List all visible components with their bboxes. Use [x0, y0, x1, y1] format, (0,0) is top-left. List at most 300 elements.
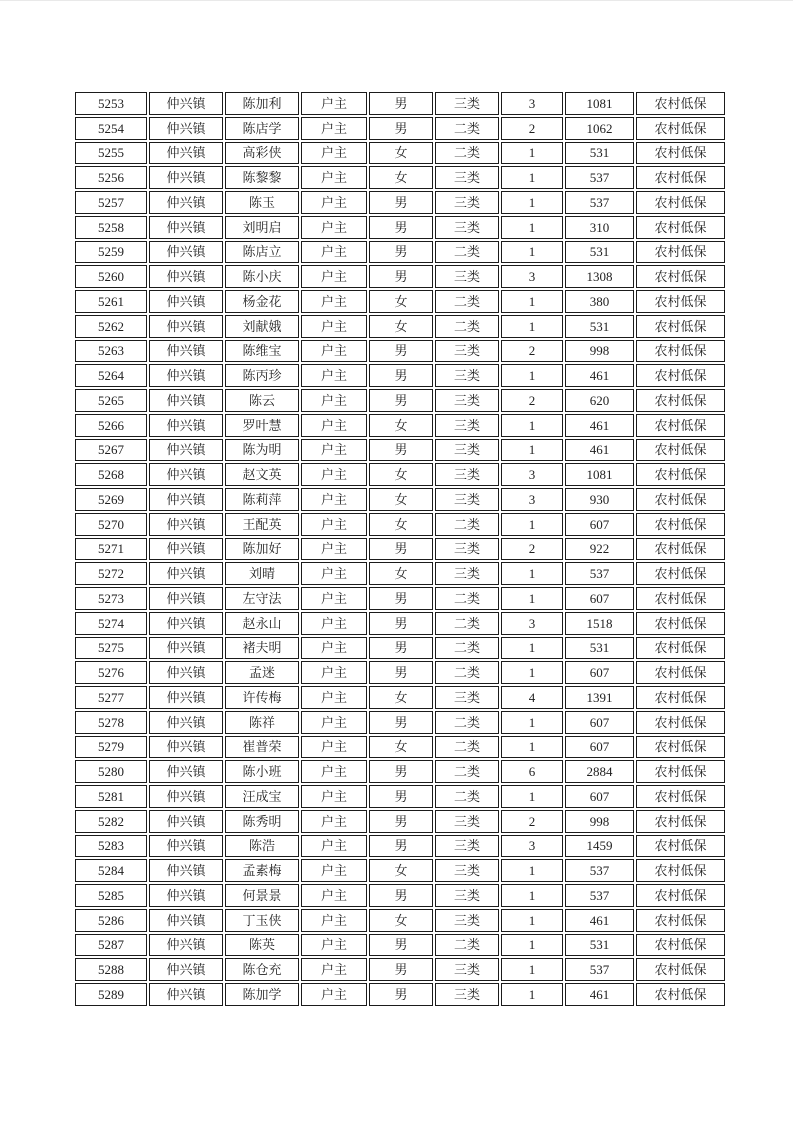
- table-cell-name: 刘明启: [225, 216, 299, 239]
- table-cell-name: 许传梅: [225, 686, 299, 709]
- table-cell-program: 农村低保: [636, 241, 725, 264]
- table-cell-amount: 607: [565, 785, 634, 808]
- table-cell-amount: 607: [565, 513, 634, 536]
- table-cell-relation: 户主: [301, 216, 367, 239]
- table-cell-id: 5262: [75, 315, 147, 338]
- table-cell-category: 三类: [435, 414, 499, 437]
- table-cell-town: 仲兴镇: [149, 760, 223, 783]
- table-cell-category: 二类: [435, 241, 499, 264]
- table-cell-category: 三类: [435, 364, 499, 387]
- table-cell-program: 农村低保: [636, 760, 725, 783]
- table-cell-category: 二类: [435, 711, 499, 734]
- table-cell-category: 三类: [435, 686, 499, 709]
- table-cell-category: 三类: [435, 340, 499, 363]
- table-cell-gender: 男: [369, 241, 433, 264]
- table-cell-count: 1: [501, 661, 563, 684]
- table-cell-gender: 女: [369, 736, 433, 759]
- table-cell-name: 陈店立: [225, 241, 299, 264]
- table-cell-amount: 537: [565, 958, 634, 981]
- table-cell-program: 农村低保: [636, 835, 725, 858]
- table-cell-relation: 户主: [301, 859, 367, 882]
- table-cell-id: 5254: [75, 117, 147, 140]
- table-cell-town: 仲兴镇: [149, 513, 223, 536]
- table-cell-program: 农村低保: [636, 562, 725, 585]
- table-cell-count: 2: [501, 117, 563, 140]
- table-cell-town: 仲兴镇: [149, 562, 223, 585]
- table-cell-gender: 女: [369, 142, 433, 165]
- table-cell-amount: 310: [565, 216, 634, 239]
- table-cell-relation: 户主: [301, 760, 367, 783]
- table-cell-gender: 男: [369, 439, 433, 462]
- table-cell-town: 仲兴镇: [149, 785, 223, 808]
- table-cell-category: 三类: [435, 92, 499, 115]
- table-cell-town: 仲兴镇: [149, 439, 223, 462]
- table-cell-gender: 男: [369, 587, 433, 610]
- table-cell-town: 仲兴镇: [149, 587, 223, 610]
- table-cell-count: 1: [501, 958, 563, 981]
- table-cell-amount: 922: [565, 538, 634, 561]
- table-cell-count: 1: [501, 364, 563, 387]
- table-cell-gender: 男: [369, 934, 433, 957]
- table-cell-town: 仲兴镇: [149, 934, 223, 957]
- table-cell-name: 汪成宝: [225, 785, 299, 808]
- table-row: [75, 909, 725, 932]
- table-row: [75, 859, 725, 882]
- table-cell-count: 1: [501, 142, 563, 165]
- table-cell-count: 3: [501, 463, 563, 486]
- table-cell-id: 5257: [75, 191, 147, 214]
- table-cell-category: 二类: [435, 513, 499, 536]
- table-cell-name: 孟素梅: [225, 859, 299, 882]
- table-cell-relation: 户主: [301, 488, 367, 511]
- table-cell-count: 3: [501, 835, 563, 858]
- table-row: [75, 142, 725, 165]
- table-cell-relation: 户主: [301, 612, 367, 635]
- table-cell-id: 5271: [75, 538, 147, 561]
- table-cell-amount: 607: [565, 587, 634, 610]
- table-cell-category: 三类: [435, 562, 499, 585]
- table-cell-relation: 户主: [301, 661, 367, 684]
- table-cell-count: 1: [501, 983, 563, 1006]
- table-cell-program: 农村低保: [636, 414, 725, 437]
- table-cell-name: 陈祥: [225, 711, 299, 734]
- table-cell-amount: 537: [565, 884, 634, 907]
- table-cell-count: 1: [501, 290, 563, 313]
- table-cell-count: 1: [501, 241, 563, 264]
- table-row: [75, 686, 725, 709]
- table-cell-gender: 男: [369, 661, 433, 684]
- table-cell-name: 陈秀明: [225, 810, 299, 833]
- table-cell-program: 农村低保: [636, 142, 725, 165]
- table-cell-id: 5287: [75, 934, 147, 957]
- table-cell-program: 农村低保: [636, 612, 725, 635]
- table-cell-relation: 户主: [301, 785, 367, 808]
- table-cell-relation: 户主: [301, 439, 367, 462]
- table-cell-gender: 男: [369, 958, 433, 981]
- table-cell-category: 二类: [435, 637, 499, 660]
- table-cell-town: 仲兴镇: [149, 389, 223, 412]
- table-cell-count: 1: [501, 859, 563, 882]
- page-top-edge: [0, 0, 793, 1]
- table-cell-relation: 户主: [301, 909, 367, 932]
- table-cell-id: 5284: [75, 859, 147, 882]
- table-cell-id: 5288: [75, 958, 147, 981]
- table-cell-relation: 户主: [301, 290, 367, 313]
- table-cell-category: 二类: [435, 785, 499, 808]
- table-cell-category: 二类: [435, 142, 499, 165]
- table-cell-name: 褚夫明: [225, 637, 299, 660]
- table-cell-category: 三类: [435, 389, 499, 412]
- table-cell-amount: 1308: [565, 265, 634, 288]
- table-cell-amount: 537: [565, 191, 634, 214]
- table-row: [75, 414, 725, 437]
- table-cell-gender: 男: [369, 117, 433, 140]
- table-cell-count: 1: [501, 439, 563, 462]
- table-cell-count: 6: [501, 760, 563, 783]
- table-cell-gender: 男: [369, 612, 433, 635]
- table-cell-amount: 1081: [565, 92, 634, 115]
- table-row: [75, 587, 725, 610]
- table-cell-name: 陈小庆: [225, 265, 299, 288]
- table-cell-gender: 女: [369, 166, 433, 189]
- table-cell-town: 仲兴镇: [149, 810, 223, 833]
- table-cell-gender: 男: [369, 760, 433, 783]
- table-cell-gender: 女: [369, 290, 433, 313]
- table-cell-category: 三类: [435, 538, 499, 561]
- table-cell-relation: 户主: [301, 414, 367, 437]
- table-cell-program: 农村低保: [636, 488, 725, 511]
- table-cell-program: 农村低保: [636, 686, 725, 709]
- table-row: [75, 760, 725, 783]
- table-row: [75, 785, 725, 808]
- table-row: [75, 166, 725, 189]
- table-row: [75, 488, 725, 511]
- table-cell-count: 4: [501, 686, 563, 709]
- table-cell-id: 5261: [75, 290, 147, 313]
- table-cell-town: 仲兴镇: [149, 117, 223, 140]
- table-cell-name: 左守法: [225, 587, 299, 610]
- table-cell-program: 农村低保: [636, 340, 725, 363]
- table-row: [75, 983, 725, 1006]
- table-row: [75, 513, 725, 536]
- table-cell-id: 5266: [75, 414, 147, 437]
- table-cell-relation: 户主: [301, 191, 367, 214]
- table-cell-id: 5285: [75, 884, 147, 907]
- table-cell-town: 仲兴镇: [149, 488, 223, 511]
- table-cell-gender: 男: [369, 191, 433, 214]
- table-cell-town: 仲兴镇: [149, 983, 223, 1006]
- table-cell-town: 仲兴镇: [149, 736, 223, 759]
- table-cell-id: 5264: [75, 364, 147, 387]
- table-cell-town: 仲兴镇: [149, 538, 223, 561]
- table-cell-gender: 男: [369, 389, 433, 412]
- table-cell-relation: 户主: [301, 265, 367, 288]
- table-cell-relation: 户主: [301, 340, 367, 363]
- table-cell-gender: 男: [369, 983, 433, 1006]
- table-cell-id: 5270: [75, 513, 147, 536]
- table-cell-amount: 461: [565, 364, 634, 387]
- table-cell-id: 5255: [75, 142, 147, 165]
- table-cell-gender: 男: [369, 364, 433, 387]
- table-cell-program: 农村低保: [636, 661, 725, 684]
- table-cell-count: 1: [501, 736, 563, 759]
- table-cell-gender: 男: [369, 538, 433, 561]
- table-cell-town: 仲兴镇: [149, 92, 223, 115]
- table-row: [75, 538, 725, 561]
- table-cell-program: 农村低保: [636, 958, 725, 981]
- table-cell-program: 农村低保: [636, 587, 725, 610]
- table-row: [75, 934, 725, 957]
- table-cell-category: 三类: [435, 909, 499, 932]
- table-cell-id: 5253: [75, 92, 147, 115]
- table-cell-category: 二类: [435, 587, 499, 610]
- table-cell-name: 罗叶慧: [225, 414, 299, 437]
- table-cell-count: 2: [501, 340, 563, 363]
- table-cell-amount: 998: [565, 340, 634, 363]
- table-cell-count: 1: [501, 315, 563, 338]
- table-cell-amount: 537: [565, 859, 634, 882]
- table-cell-amount: 607: [565, 661, 634, 684]
- table-cell-category: 三类: [435, 859, 499, 882]
- table-cell-id: 5289: [75, 983, 147, 1006]
- table-cell-town: 仲兴镇: [149, 290, 223, 313]
- table-row: [75, 463, 725, 486]
- table-cell-town: 仲兴镇: [149, 661, 223, 684]
- table-cell-town: 仲兴镇: [149, 340, 223, 363]
- table-cell-category: 三类: [435, 166, 499, 189]
- table-cell-gender: 女: [369, 859, 433, 882]
- table-cell-relation: 户主: [301, 983, 367, 1006]
- welfare-table: [73, 90, 727, 1008]
- table-cell-program: 农村低保: [636, 117, 725, 140]
- table-cell-town: 仲兴镇: [149, 414, 223, 437]
- table-cell-gender: 女: [369, 513, 433, 536]
- table-cell-name: 陈玉: [225, 191, 299, 214]
- table-cell-relation: 户主: [301, 637, 367, 660]
- table-cell-id: 5278: [75, 711, 147, 734]
- table-cell-name: 陈加利: [225, 92, 299, 115]
- table-cell-name: 陈云: [225, 389, 299, 412]
- table-cell-id: 5268: [75, 463, 147, 486]
- table-cell-amount: 1062: [565, 117, 634, 140]
- table-cell-amount: 531: [565, 241, 634, 264]
- table-cell-town: 仲兴镇: [149, 241, 223, 264]
- table-cell-amount: 461: [565, 983, 634, 1006]
- table-cell-program: 农村低保: [636, 637, 725, 660]
- table-cell-amount: 537: [565, 562, 634, 585]
- table-cell-gender: 男: [369, 340, 433, 363]
- table-row: [75, 884, 725, 907]
- table-cell-relation: 户主: [301, 810, 367, 833]
- table-cell-amount: 1081: [565, 463, 634, 486]
- table-cell-relation: 户主: [301, 686, 367, 709]
- table-cell-amount: 1459: [565, 835, 634, 858]
- table-row: [75, 612, 725, 635]
- table-cell-relation: 户主: [301, 538, 367, 561]
- table-cell-program: 农村低保: [636, 736, 725, 759]
- table-cell-id: 5286: [75, 909, 147, 932]
- table-cell-amount: 461: [565, 909, 634, 932]
- table-cell-town: 仲兴镇: [149, 216, 223, 239]
- table-cell-count: 1: [501, 587, 563, 610]
- table-cell-category: 二类: [435, 661, 499, 684]
- table-cell-program: 农村低保: [636, 810, 725, 833]
- table-cell-town: 仲兴镇: [149, 463, 223, 486]
- table-cell-count: 3: [501, 612, 563, 635]
- table-row: [75, 340, 725, 363]
- table-cell-count: 1: [501, 562, 563, 585]
- table-cell-gender: 男: [369, 835, 433, 858]
- table-cell-program: 农村低保: [636, 290, 725, 313]
- table-cell-id: 5258: [75, 216, 147, 239]
- table-cell-name: 陈丙珍: [225, 364, 299, 387]
- table-cell-category: 二类: [435, 934, 499, 957]
- table-cell-name: 陈黎黎: [225, 166, 299, 189]
- table-cell-amount: 1518: [565, 612, 634, 635]
- table-cell-relation: 户主: [301, 315, 367, 338]
- table-cell-count: 3: [501, 265, 563, 288]
- table-cell-program: 农村低保: [636, 983, 725, 1006]
- table-row: [75, 711, 725, 734]
- table-cell-name: 陈加好: [225, 538, 299, 561]
- table-cell-amount: 380: [565, 290, 634, 313]
- table-cell-category: 三类: [435, 488, 499, 511]
- table-cell-relation: 户主: [301, 513, 367, 536]
- table-cell-program: 农村低保: [636, 513, 725, 536]
- table-cell-program: 农村低保: [636, 92, 725, 115]
- table-cell-gender: 男: [369, 92, 433, 115]
- table-cell-name: 王配英: [225, 513, 299, 536]
- table-row: [75, 241, 725, 264]
- table-cell-town: 仲兴镇: [149, 835, 223, 858]
- table-cell-count: 1: [501, 711, 563, 734]
- table-cell-id: 5273: [75, 587, 147, 610]
- table-row: [75, 216, 725, 239]
- table-cell-count: 1: [501, 191, 563, 214]
- table-cell-program: 农村低保: [636, 191, 725, 214]
- table-cell-name: 杨金花: [225, 290, 299, 313]
- table-cell-gender: 女: [369, 488, 433, 511]
- table-cell-category: 三类: [435, 265, 499, 288]
- table-cell-category: 二类: [435, 612, 499, 635]
- table-cell-gender: 女: [369, 463, 433, 486]
- table-row: [75, 661, 725, 684]
- table-row: [75, 92, 725, 115]
- table-cell-category: 三类: [435, 439, 499, 462]
- table-cell-id: 5281: [75, 785, 147, 808]
- table-cell-town: 仲兴镇: [149, 265, 223, 288]
- table-cell-name: 陈浩: [225, 835, 299, 858]
- table-row: [75, 265, 725, 288]
- table-row: [75, 562, 725, 585]
- table-row: [75, 736, 725, 759]
- table-cell-relation: 户主: [301, 587, 367, 610]
- table-cell-count: 1: [501, 884, 563, 907]
- table-cell-amount: 1391: [565, 686, 634, 709]
- table-cell-program: 农村低保: [636, 389, 725, 412]
- table-cell-town: 仲兴镇: [149, 686, 223, 709]
- table-cell-id: 5272: [75, 562, 147, 585]
- table-cell-category: 三类: [435, 216, 499, 239]
- table-cell-amount: 607: [565, 711, 634, 734]
- table-cell-gender: 男: [369, 810, 433, 833]
- table-cell-amount: 607: [565, 736, 634, 759]
- table-cell-gender: 男: [369, 265, 433, 288]
- table-row: [75, 191, 725, 214]
- table-cell-amount: 531: [565, 637, 634, 660]
- table-cell-category: 三类: [435, 810, 499, 833]
- table-cell-amount: 537: [565, 166, 634, 189]
- table-row: [75, 364, 725, 387]
- table-cell-relation: 户主: [301, 166, 367, 189]
- table-cell-relation: 户主: [301, 884, 367, 907]
- table-cell-name: 陈英: [225, 934, 299, 957]
- welfare-table-body: [75, 92, 725, 1006]
- table-row: [75, 810, 725, 833]
- table-cell-count: 2: [501, 538, 563, 561]
- table-cell-count: 2: [501, 389, 563, 412]
- table-cell-amount: 461: [565, 414, 634, 437]
- table-cell-relation: 户主: [301, 934, 367, 957]
- table-cell-town: 仲兴镇: [149, 142, 223, 165]
- table-cell-count: 1: [501, 216, 563, 239]
- table-cell-town: 仲兴镇: [149, 315, 223, 338]
- table-cell-name: 陈仓充: [225, 958, 299, 981]
- table-cell-program: 农村低保: [636, 166, 725, 189]
- table-cell-count: 1: [501, 166, 563, 189]
- table-cell-relation: 户主: [301, 117, 367, 140]
- table-cell-name: 赵文英: [225, 463, 299, 486]
- table-cell-relation: 户主: [301, 711, 367, 734]
- table-cell-category: 二类: [435, 760, 499, 783]
- table-cell-id: 5259: [75, 241, 147, 264]
- table-cell-name: 陈小班: [225, 760, 299, 783]
- table-cell-count: 3: [501, 92, 563, 115]
- table-cell-count: 2: [501, 810, 563, 833]
- table-cell-id: 5265: [75, 389, 147, 412]
- table-cell-category: 三类: [435, 835, 499, 858]
- table-cell-name: 孟迷: [225, 661, 299, 684]
- table-cell-id: 5263: [75, 340, 147, 363]
- table-cell-program: 农村低保: [636, 538, 725, 561]
- table-row: [75, 835, 725, 858]
- table-row: [75, 637, 725, 660]
- table-cell-name: 陈维宝: [225, 340, 299, 363]
- table-row: [75, 290, 725, 313]
- table-cell-name: 陈店学: [225, 117, 299, 140]
- table-cell-gender: 女: [369, 562, 433, 585]
- table-cell-name: 丁玉侠: [225, 909, 299, 932]
- table-cell-category: 三类: [435, 983, 499, 1006]
- table-cell-program: 农村低保: [636, 711, 725, 734]
- table-row: [75, 958, 725, 981]
- table-cell-name: 何景景: [225, 884, 299, 907]
- table-cell-relation: 户主: [301, 389, 367, 412]
- table-row: [75, 117, 725, 140]
- table-cell-program: 农村低保: [636, 859, 725, 882]
- table-cell-gender: 男: [369, 216, 433, 239]
- table-cell-name: 陈加学: [225, 983, 299, 1006]
- table-cell-category: 三类: [435, 191, 499, 214]
- table-cell-gender: 女: [369, 414, 433, 437]
- table-cell-id: 5267: [75, 439, 147, 462]
- table-cell-amount: 531: [565, 315, 634, 338]
- table-cell-amount: 998: [565, 810, 634, 833]
- table-cell-id: 5283: [75, 835, 147, 858]
- table-cell-name: 刘晴: [225, 562, 299, 585]
- table-cell-count: 3: [501, 488, 563, 511]
- table-cell-relation: 户主: [301, 92, 367, 115]
